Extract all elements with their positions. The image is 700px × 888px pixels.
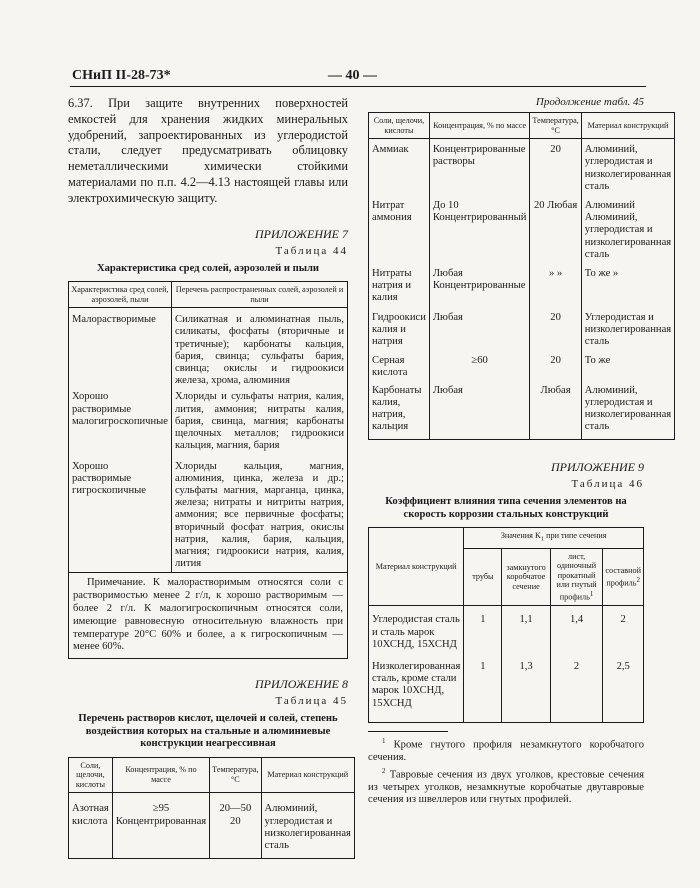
left-column xyxy=(68,96,351,859)
table-45-cont-cell: » » xyxy=(530,263,581,307)
table-46-cell: 1,4 xyxy=(550,606,603,653)
table-45-cont-cell: То же » xyxy=(581,263,674,307)
table-45-cont-cell: То же xyxy=(581,350,674,381)
section-6-37: 6.37. При защите внутренних поверхностей емкостей для хранения жидких минеральных удобрений, запроектированных из углеродистой стали, следует предусматривать облицовку неметаллическими химически стойкими материалами по п.п. 4.2—4.13 настоящей главы или электрохимическую защиту. xyxy=(68,96,348,205)
footnote-rule xyxy=(368,731,448,732)
table-45-header: Концентрация, % по массе xyxy=(112,757,209,793)
table-45-cont-cell: Серная кислота xyxy=(369,350,430,381)
table-45-cont-cell: Любая Концентрированные xyxy=(429,263,530,307)
table-45-cont-cell: Углеродистая и низколегированная сталь xyxy=(581,307,674,351)
table-44-header-type: Характеристика сред солей, аэрозолей, пыли xyxy=(69,282,172,308)
table-45-cont-header: Температура, °С xyxy=(530,113,581,139)
table-46-cell: 2,5 xyxy=(603,653,644,722)
table-45-cont-cell: Аммиак xyxy=(369,139,430,195)
table-46-cell: 1,1 xyxy=(502,606,550,653)
table-45-cont-cell: До 10 Концентрированный xyxy=(429,195,530,263)
footnote-text: Тавровые сечения из двух уголков, крестовые сечения из четырех уголков, незамкнутые коробчатые двутавровые сечения из швеллеров или гнутых профилей. xyxy=(368,769,644,806)
table-44-title: Характеристика сред солей, аэрозолей и пыли xyxy=(96,262,320,274)
table-row xyxy=(69,389,348,454)
table-45-cont-cell: Любая xyxy=(429,307,530,351)
table-45-cont-cell: Алюминий Алюминий, углеродистая и низколегированная сталь xyxy=(581,195,674,263)
table-46-header-group-rest: при типе сечения xyxy=(544,531,607,541)
table-45-cont-cell: Любая xyxy=(530,382,581,440)
table-46-cell: 1 xyxy=(464,606,502,653)
table-row xyxy=(369,606,644,653)
footnote-mark: 2 xyxy=(382,766,386,775)
table-row xyxy=(369,653,644,722)
table-45-cont-cell: Концентрированные растворы xyxy=(429,139,530,195)
table-44-cell: Хорошо растворимые гигроскопичные xyxy=(69,455,172,573)
table-44-note: Примечание. К малорастворимым относятся соли с растворимостью менее 2 г/л, к хорошо растворимым — более 2 г/л. К малогигроскопичным относятся соли, имеющие равновесную относительную влажность при температуре 20°С 60% и более, а к гигроскопичным — менее 60%. xyxy=(68,573,348,659)
appendix-7-label: ПРИЛОЖЕНИЕ 7 xyxy=(255,226,348,241)
table-45-header: Температура, °С xyxy=(210,757,261,793)
table-46-header-group xyxy=(464,528,644,548)
table-45-cont-cell: Гидроокиси калия и натрия xyxy=(369,307,430,351)
table-45-cell: 20—50 20 xyxy=(210,793,261,859)
table-46-subheader xyxy=(464,548,502,606)
table-46-subheader-text: составной профиль xyxy=(605,566,641,588)
table-45-label: Таблица 45 xyxy=(275,695,348,708)
table-46-cell: Низколегированная сталь, кроме стали марок 10ХСНД, 15ХСНД xyxy=(369,653,464,722)
table-46-header-material: Материал конструкций xyxy=(369,528,464,606)
table-44 xyxy=(68,281,348,573)
table-45-cont-header: Соли, щелочи, кислоты xyxy=(369,113,430,139)
table-46-header-group-text: Значения K xyxy=(500,531,541,541)
table-46 xyxy=(368,527,644,722)
table-row xyxy=(369,350,675,381)
table-46-cell: 1,3 xyxy=(502,653,550,722)
table-45-title: Перечень растворов кислот, щелочей и солей, степень воздействия которых на стальные и алюминиевые конструкции неагрессивная xyxy=(78,713,338,750)
footnote-mark: 1 xyxy=(382,736,386,745)
footnote-ref: 2 xyxy=(636,575,640,584)
table-row xyxy=(369,382,675,440)
table-46-title: Коэффициент влияния типа сечения элементов на скорость коррозии стальных конструкций xyxy=(385,496,627,520)
table-row xyxy=(69,793,355,859)
footnote-ref: 1 xyxy=(589,590,594,599)
appendix-8-label: ПРИЛОЖЕНИЕ 8 xyxy=(255,677,348,692)
table-45-cont-cell: Нитраты натрия и калия xyxy=(369,263,430,307)
table-45-cont-header: Концентрация, % по массе xyxy=(429,113,530,139)
table-45-continued xyxy=(368,112,675,440)
table-46-cell: 2 xyxy=(550,653,603,722)
table-46-subheader xyxy=(502,548,550,606)
table-46-cell: Углеродистая сталь и сталь марок 10ХСНД, 15ХСНД xyxy=(369,606,464,653)
table-45-cell: Азотная кислота xyxy=(69,793,113,859)
table-46-label: Таблица 46 xyxy=(571,478,644,491)
table-45 xyxy=(68,757,355,860)
table-45-cont-cell: Алюминий, углеродистая и низколегированная сталь xyxy=(581,139,674,195)
table-44-cell: Хорошо растворимые малогигроскопичные xyxy=(69,389,172,454)
table-45-cell: ≥95 Концентрированная xyxy=(112,793,209,859)
table-45-cont-header: Материал конструкций xyxy=(581,113,674,139)
table-row xyxy=(69,455,348,573)
table-46-subheader-text: лист, одиночный прокатный или гнутый профиль xyxy=(556,551,597,602)
table-44-cell: Силикатная и алюминатная пыль, силикаты, фосфаты (вторичные и третичные); карбонаты кальция, бария, свинца; сульфаты бария, свинца; окислы и гидроокиси железа, хрома, алюминия xyxy=(172,308,348,390)
table-46-subheader-text: замкнутого коробчатое сечение xyxy=(506,562,546,591)
table-44-cell: Хлориды кальция, магния, алюминия, цинка, железа и др.; сульфаты магния, марганца, цинка, железа; нитраты и нитриты натрия, аммония; все первичные фосфаты; вторичный фосфат натрия, окислы натрия, калия, бария, кальция, магния; гидроокиси натрия, калия, лития xyxy=(172,455,348,573)
table-45-cont-cell: Алюминий, углеродистая и низколегированная сталь xyxy=(581,382,674,440)
header-rule xyxy=(70,86,646,87)
table-46-cell: 2 xyxy=(603,606,644,653)
table-45-cont-cell: 20 xyxy=(530,307,581,351)
table-45-continuation-label: Продолжение табл. 45 xyxy=(535,96,644,108)
table-45-cont-cell: 20 xyxy=(530,350,581,381)
table-row xyxy=(369,195,675,263)
footnote-1 xyxy=(368,735,644,765)
page-number: — 40 — xyxy=(328,68,377,83)
table-45-cont-cell: Карбонаты калия, натрия, кальция xyxy=(369,382,430,440)
table-46-subheader-text: трубы xyxy=(472,572,494,582)
table-45-header: Соли, щелочи, кислоты xyxy=(69,757,113,793)
table-46-subheader xyxy=(550,548,603,606)
table-45-cont-cell: Нитрат аммония xyxy=(369,195,430,263)
footnote-2 xyxy=(368,765,644,807)
table-46-cell: 1 xyxy=(464,653,502,722)
table-45-cont-cell: 20 Любая xyxy=(530,195,581,263)
document-code: СНиП II-28-73* xyxy=(72,68,171,83)
table-45-cont-cell: ≥60 xyxy=(429,350,530,381)
table-45-cont-cell: 20 xyxy=(530,139,581,195)
table-44-label: Таблица 44 xyxy=(275,244,348,257)
table-row xyxy=(69,308,348,390)
table-44-cell: Хлориды и сульфаты натрия, калия, лития, аммония; нитраты калия, бария, свинца, магния; карбонаты щелочных металлов; гидроокиси кальция, магния, бария xyxy=(172,389,348,454)
appendix-9-label: ПРИЛОЖЕНИЕ 9 xyxy=(551,460,644,475)
table-44-header-list: Перечень распространенных солей, аэрозолей и пыли xyxy=(172,282,348,308)
table-row xyxy=(369,139,675,195)
table-45-header: Материал конструкций xyxy=(261,757,354,793)
table-row xyxy=(369,307,675,351)
table-46-header-group-index: 1 xyxy=(540,536,545,544)
table-45-cont-cell: Любая xyxy=(429,382,530,440)
table-46-subheader xyxy=(603,548,644,606)
footnote-text: Кроме гнутого профиля незамкнутого коробчатого сечения. xyxy=(368,739,644,763)
table-45-cell: Алюминий, углеродистая и низколегированная сталь xyxy=(261,793,354,859)
table-44-cell: Малорастворимые xyxy=(69,308,172,390)
right-column xyxy=(368,96,672,807)
table-row xyxy=(369,263,675,307)
